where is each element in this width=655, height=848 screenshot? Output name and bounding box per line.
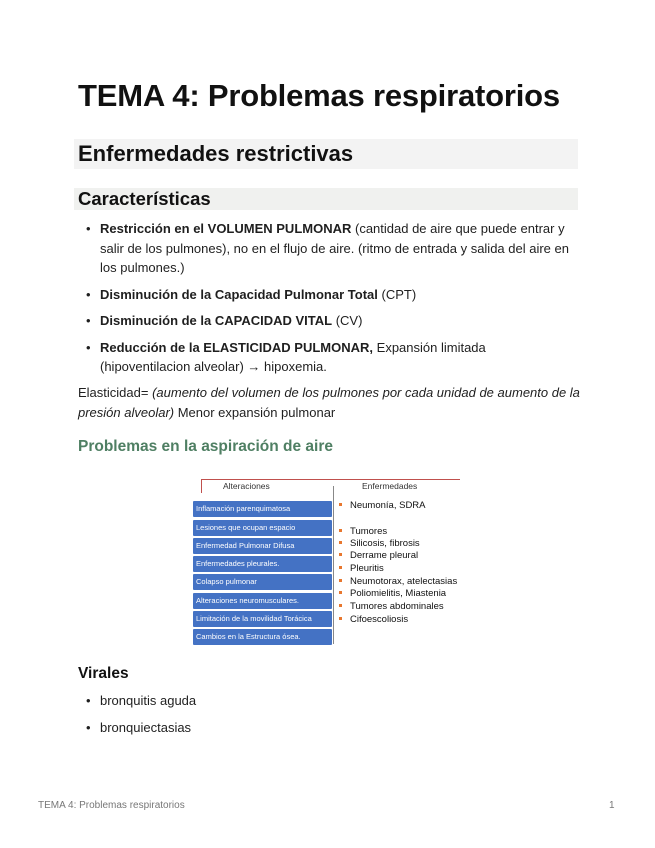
enfermedad-label: Neumotorax, atelectasias <box>350 576 458 587</box>
alteracion-pill: Cambios en la Estructura ósea. <box>193 629 332 645</box>
bullet-square-icon <box>339 553 342 556</box>
list-item <box>78 285 578 305</box>
enfermedad-item <box>339 588 446 600</box>
alteracion-pill: Limitación de la movilidad Torácica <box>193 611 332 627</box>
enfermedad-item <box>339 601 444 613</box>
bullet-square-icon <box>339 604 342 607</box>
alteracion-pill: Colapso pulmonar <box>193 574 332 590</box>
enfermedad-label: Tumores abdominales <box>350 601 444 612</box>
diagram-left-tick <box>201 479 202 493</box>
list-item <box>78 311 578 331</box>
virales-list <box>78 691 578 737</box>
alteracion-pill: Enfermedad Pulmonar Difusa <box>193 538 332 554</box>
enfermedad-label: Pleuritis <box>350 563 384 574</box>
list-item: • bronquiectasias <box>78 718 578 738</box>
item-bold: Disminución de la CAPACIDAD VITAL <box>100 313 333 328</box>
list-item <box>78 219 578 278</box>
diagram-top-rule <box>201 479 460 480</box>
enfermedad-item <box>339 614 408 626</box>
bullet-square-icon <box>339 541 342 544</box>
bullet-square-icon <box>339 566 342 569</box>
enfermedad-label: Derrame pleural <box>350 550 419 561</box>
alteracion-pill: Alteraciones neuromusculares. <box>193 593 332 609</box>
item-bold: Reducción de la ELASTICIDAD PULMONAR, <box>100 339 374 355</box>
bullet-square-icon <box>339 503 342 506</box>
enfermedad-item <box>339 526 387 538</box>
list-item <box>78 338 578 377</box>
enfermedad-item <box>339 576 457 588</box>
bullet-square-icon <box>339 579 342 582</box>
enfermedad-item <box>339 563 384 575</box>
enfermedad-label: Tumores <box>350 526 388 537</box>
item-bold: Disminución de la Capacidad Pulmonar Total <box>100 286 378 302</box>
elasticidad-paragraph <box>78 383 583 422</box>
section-heading: Enfermedades restrictivas <box>74 139 578 169</box>
page-title: TEMA 4: Problemas respiratorios <box>78 78 560 113</box>
elasticidad-definition: (aumento del volumen de los pulmones por cada unidad de aumento de la presión alveolar) <box>78 385 580 420</box>
col-header-alteraciones: Alteraciones <box>223 481 270 491</box>
enfermedad-label: Neumonía, SDRA <box>350 500 426 511</box>
col-header-enfermedades: Enfermedades <box>362 481 418 491</box>
subsection-heading: Características <box>74 188 578 210</box>
aspiracion-heading: Problemas en la aspiración de aire <box>78 438 334 455</box>
bullet-square-icon <box>339 617 342 620</box>
alteraciones-diagram <box>193 476 463 648</box>
list-item: • bronquitis aguda <box>78 691 578 711</box>
page-number: 1 <box>609 800 615 811</box>
item-text: Expansión limitada (hipoventilacion alveolar) → hipoxemia. <box>100 339 486 374</box>
elasticidad-suffix: Menor expansión pulmonar <box>174 404 336 420</box>
diagram-divider <box>333 486 334 644</box>
bullet-square-icon <box>339 591 342 594</box>
item-text: (CPT) <box>377 286 417 302</box>
alteracion-pill: Enfermedades pleurales. <box>193 556 332 572</box>
elasticidad-prefix: Elasticidad= <box>78 385 153 400</box>
item-text: (CV) <box>332 313 363 328</box>
enfermedad-label: Silicosis, fibrosis <box>350 538 420 549</box>
virales-heading: Virales <box>78 665 129 682</box>
enfermedad-item <box>339 500 426 512</box>
alteracion-pill: Inflamación parenquimatosa <box>193 501 332 517</box>
enfermedad-item <box>339 538 420 550</box>
enfermedad-label: Cifoescoliosis <box>350 614 409 625</box>
item-bold: Restricción en el VOLUMEN PULMONAR <box>100 221 352 236</box>
enfermedad-label: Poliomielitis, Miastenia <box>350 588 447 599</box>
bullet-square-icon <box>339 529 342 532</box>
enfermedad-item <box>339 550 418 562</box>
footer-title: TEMA 4: Problemas respiratorios <box>38 800 185 811</box>
caracteristicas-list <box>78 219 578 377</box>
alteracion-pill: Lesiones que ocupan espacio <box>193 520 332 536</box>
item-text: (cantidad de aire que puede entrar y salir de los pulmones), no en el flujo de aire. (ritmo de entrada y salida del aire en los pulmones.) <box>100 221 569 275</box>
